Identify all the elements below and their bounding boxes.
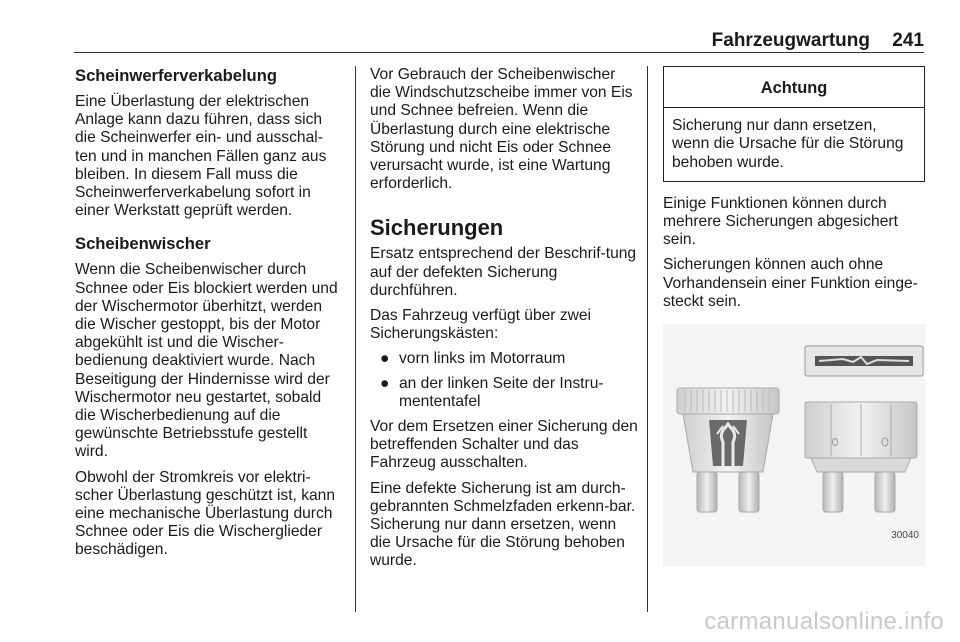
paragraph: Vor Gebrauch der Scheibenwischer die Windschutzscheibe immer von Eis und Schnee befreien. Wenn die Überlastung durch eine elektrische Störung und nicht Eis oder Schnee verursacht wurde, ist eine Wartung erforderlich. [370,66,633,193]
column-right [663,66,925,571]
figure-code: 30040 [891,530,919,542]
header-rule [74,52,924,53]
list-item [370,375,638,411]
fuse-top-view [805,346,923,376]
paragraph: Obwohl der Stromkreis vor elektri-scher Überlastung geschützt ist, kann eine mechanische Überlastung durch Schnee oder Eis die Wischerglieder beschädigen. [75,468,336,559]
column-left [75,66,343,567]
warning-text: Sicherung nur dann ersetzen, wenn die Ursache für die Störung behoben wurde. [672,117,904,171]
warning-box [663,66,925,182]
column-middle [370,66,638,578]
column-divider-right [647,66,648,612]
list-item-text: an der linken Seite der Instru-mententafel [399,374,604,410]
bullet-icon: ● [380,350,390,368]
page-header-title: Fahrzeugwartung [711,30,870,51]
paragraph: Eine defekte Sicherung ist am durch-gebrannten Schmelzfaden erkenn-bar. Sicherung nur dann ersetzen, wenn die Ursache für die Störung behoben wurde. [370,479,636,570]
fuse-box-list [370,350,638,411]
paragraph: Wenn die Scheibenwischer durch Schnee oder Eis blockiert werden und der Wischermotor überhitzt, werden die Wischer gestoppt, bis der Motor abgekühlt ist und die Wischer-bedienung deaktiviert wurde. Nach Beseitigung der Hindernisse wird der Wischermotor neu gestartet, sobald die Wischerbedienung auf die gewünschte Betriebsstufe gestellt wird. [75,261,338,461]
heading-scheinwerferverkabelung: Scheinwerferverkabelung [75,66,277,85]
column-divider-left [355,66,356,612]
paragraph: Einige Funktionen können durch mehrere Sicherungen abgesichert sein. [663,194,898,249]
paragraph: Sicherungen können auch ohne Vorhandensein einer Funktion einge-steckt sein. [663,256,918,310]
warning-title: Achtung [664,67,924,108]
paragraph: Eine Überlastung der elektrischen Anlage kann dazu führen, dass sich die Scheinwerfer ein- und ausschal-ten und in manchen Fällen ganz aus bleiben. In diesem Fall muss die Scheinwerferverkabelung sofort in einer Werkstatt geprüft werden. [75,93,327,220]
list-item-text: vorn links im Motorraum [399,350,566,368]
section-heading-sicherungen: Sicherungen [370,215,504,241]
list-item [370,350,638,368]
watermark: carmanualsonline.info [704,608,944,635]
page-number: 241 [892,30,924,51]
paragraph: Das Fahrzeug verfügt über zwei Sicherungskästen: [370,307,592,343]
fuse-illustration [663,324,925,566]
bullet-icon: ● [380,374,390,392]
paragraph: Ersatz entsprechend der Beschrif-tung auf der defekten Sicherung durchführen. [370,245,637,299]
paragraph: Vor dem Ersetzen einer Sicherung den betreffenden Schalter und das Fahrzeug ausschalten. [370,418,638,472]
heading-scheibenwischer: Scheibenwischer [75,234,211,254]
